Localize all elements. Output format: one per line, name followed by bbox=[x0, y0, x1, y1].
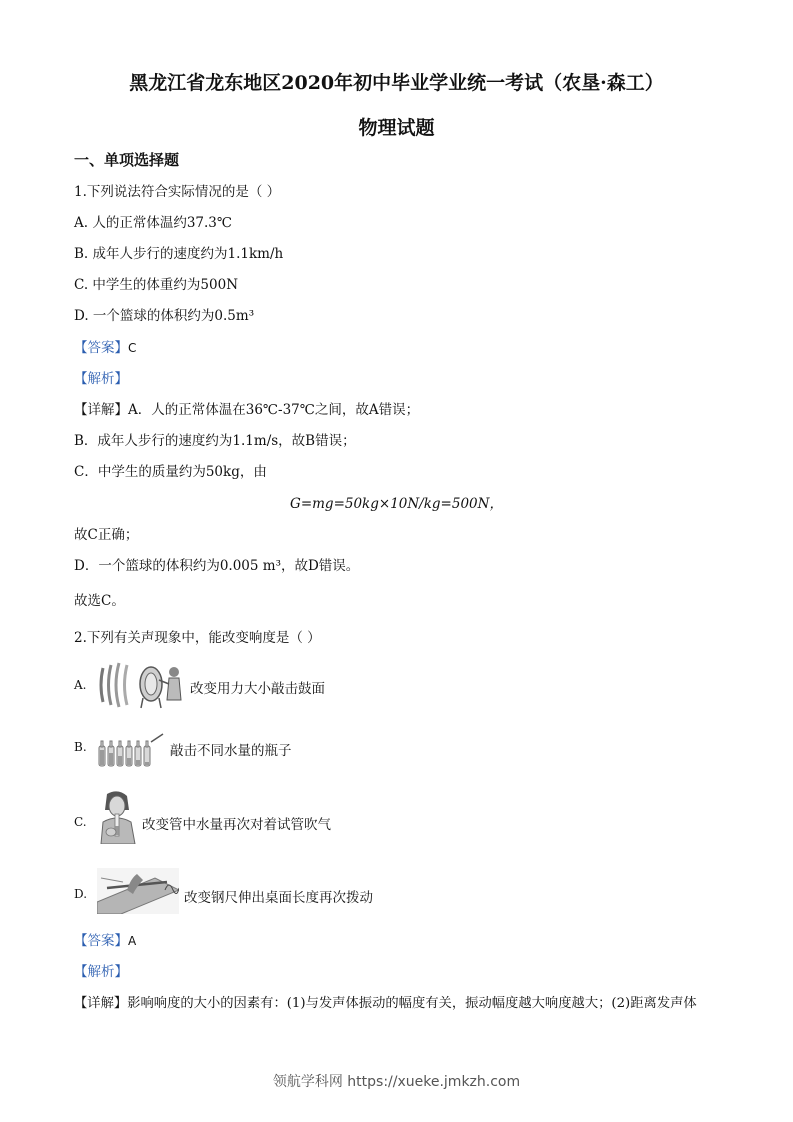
footer-watermark: 领航学科网 https://xueke.jmkzh.com bbox=[272, 1074, 521, 1090]
bottles-picture bbox=[97, 732, 165, 768]
q1-answer bbox=[74, 339, 136, 357]
drum-picture bbox=[97, 660, 185, 710]
q1-detail-a: 【详解】A．人的正常体温在36℃-37℃之间，故A错误； bbox=[74, 402, 420, 418]
q1-analysis-tag: 【解析】 bbox=[74, 371, 128, 387]
q2-option-a-text: 改变用力大小敲击鼓面 bbox=[190, 681, 325, 697]
q2-option-c-text: 改变管中水量再次对着试管吹气 bbox=[142, 817, 331, 833]
q1-conclusion: 故选C。 bbox=[74, 593, 125, 609]
q2-option-b-text: 敲击不同水量的瓶子 bbox=[170, 743, 292, 759]
q1-detail-c2: 故C正确； bbox=[74, 527, 139, 543]
q1-option-c: C. 中学生的体重约为500N bbox=[74, 277, 239, 293]
q2-answer bbox=[74, 932, 136, 950]
steel-ruler-picture bbox=[97, 868, 179, 914]
answer-value: C bbox=[128, 341, 137, 355]
q2-option-c-label: C. bbox=[74, 815, 87, 829]
q1-option-a: A. 人的正常体温约37.3℃ bbox=[74, 215, 232, 231]
q2-analysis-tag: 【解析】 bbox=[74, 964, 128, 980]
q2-option-b-label: B. bbox=[74, 740, 87, 754]
q1-option-d: D. 一个篮球的体积约为0.5m³ bbox=[74, 308, 255, 324]
q1-option-b: B. 成年人步行的速度约为1.1km/h bbox=[74, 246, 284, 262]
q2-option-d-text: 改变钢尺伸出桌面长度再次拨动 bbox=[184, 890, 373, 906]
answer-tag: 【答案】 bbox=[74, 933, 128, 949]
answer-tag: 【答案】 bbox=[74, 340, 128, 356]
q1-formula: G=mg=50kg×10N/kg=500N， bbox=[290, 496, 503, 512]
q1-detail-c: C．中学生的质量约为50kg，由 bbox=[74, 464, 267, 480]
q2-stem: 2.下列有关声现象中，能改变响度是（ ） bbox=[74, 630, 321, 646]
q2-option-a-label: A. bbox=[74, 678, 87, 692]
q1-stem: 1.下列说法符合实际情况的是（ ） bbox=[74, 184, 281, 200]
q2-detail: 【详解】影响响度的大小的因素有：(1)与发声体振动的幅度有关，振动幅度越大响度越大；(2)距离发声体 bbox=[74, 996, 697, 1011]
exam-title: 黑龙江省龙东地区2020年初中毕业学业统一考试（农垦·森工） bbox=[129, 72, 664, 94]
q1-detail-d: D．一个篮球的体积约为0.005 m³，故D错误。 bbox=[74, 558, 360, 574]
section-heading: 一、单项选择题 bbox=[74, 151, 180, 169]
girl-blowing-tube-picture bbox=[97, 790, 139, 844]
exam-subtitle: 物理试题 bbox=[358, 117, 435, 139]
answer-value: A bbox=[128, 934, 137, 948]
detail-tag: 【详解】 bbox=[74, 996, 128, 1011]
q2-option-d-label: D. bbox=[74, 887, 88, 901]
q1-detail-b: B．成年人步行的速度约为1.1m/s，故B错误； bbox=[74, 433, 356, 449]
detail-tag: 【详解】 bbox=[74, 402, 128, 418]
